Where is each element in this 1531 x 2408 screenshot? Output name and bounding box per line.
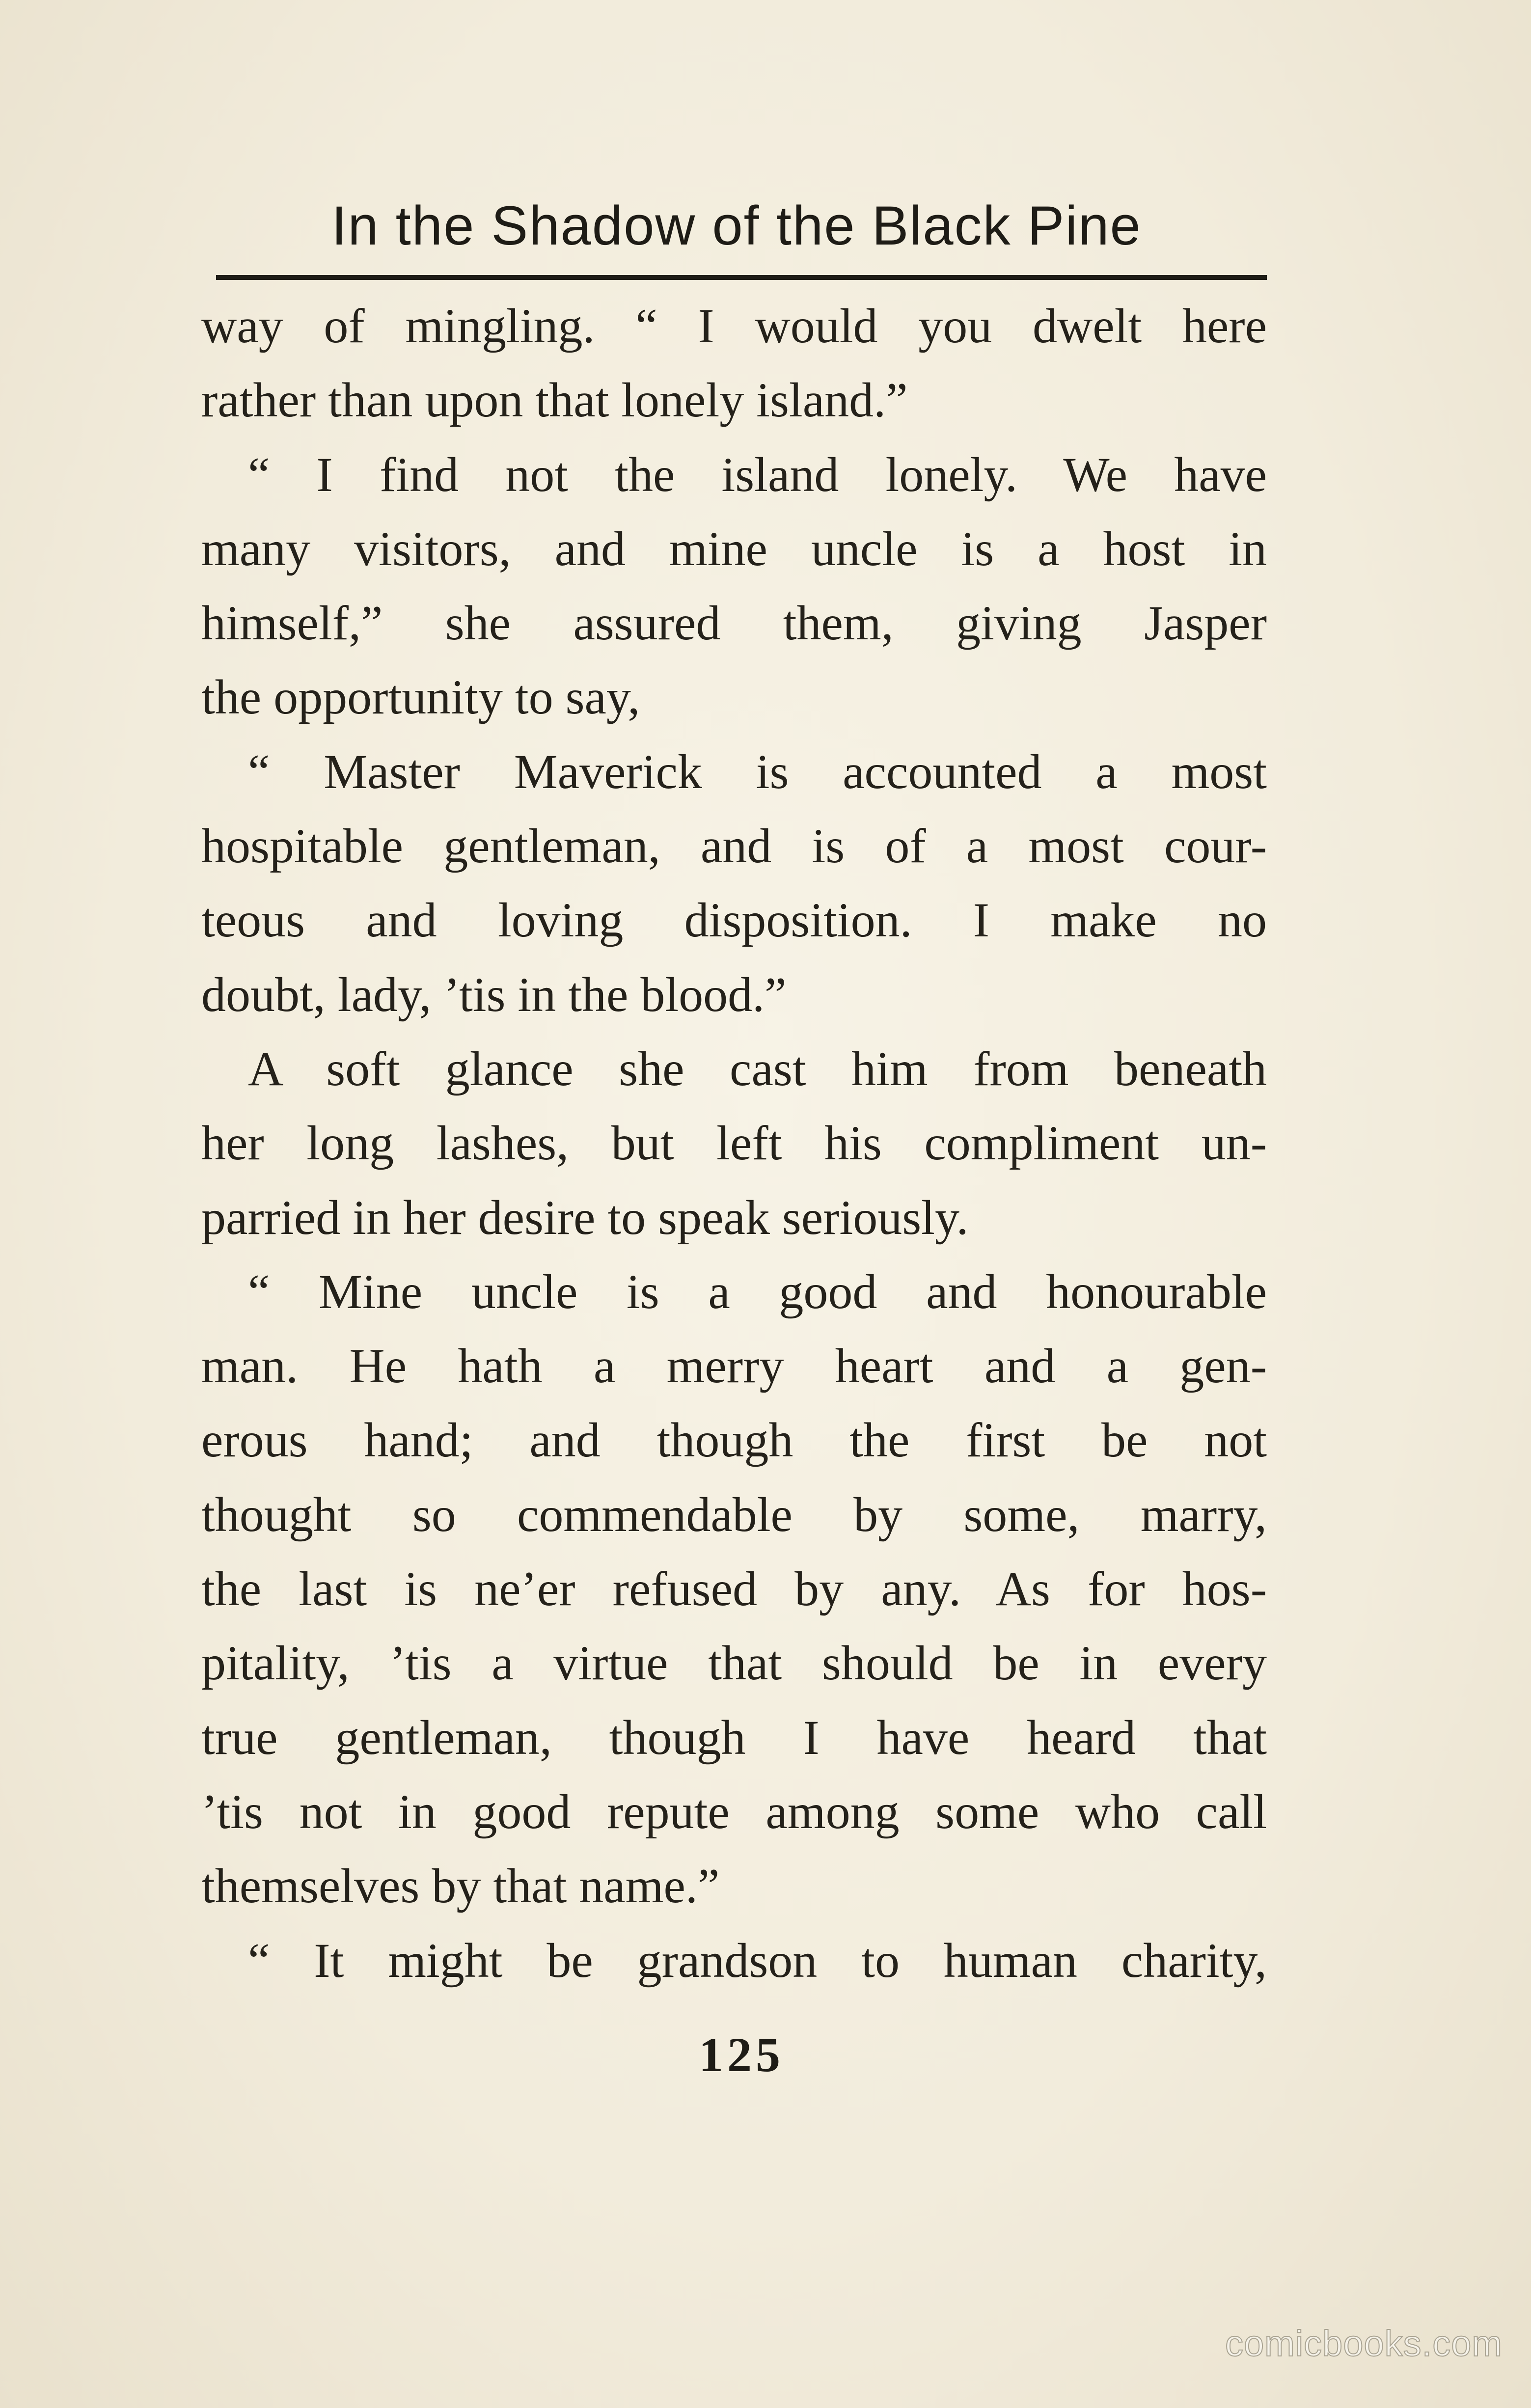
text-line: ’tis not in good repute among some who call [201, 1784, 1267, 1839]
text-line: themselves by that name.” [201, 1859, 720, 1914]
text-line: true gentleman, though I have heard that [201, 1710, 1267, 1765]
text-line: her long lashes, but left his compliment un- [201, 1116, 1267, 1171]
text-line: thought so commendable by some, marry, [201, 1487, 1267, 1542]
page-number: 125 [699, 2027, 784, 2082]
text-line: teous and loving disposition. I make no [201, 893, 1267, 948]
text-line: “ Mine uncle is a good and honourable [248, 1264, 1267, 1319]
text-line: the last is ne’er refused by any. As for hos- [201, 1561, 1267, 1616]
text-line: A soft glance she cast him from beneath [248, 1041, 1267, 1096]
text-line: himself,” she assured them, giving Jasper [201, 596, 1267, 651]
text-line: hospitable gentleman, and is of a most cour- [201, 819, 1267, 874]
text-line: pitality, ’tis a virtue that should be in every [201, 1636, 1267, 1691]
text-line: doubt, lady, ’tis in the blood.” [201, 967, 787, 1022]
text-line: “ Master Maverick is accounted a most [248, 744, 1267, 799]
text-line: erous hand; and though the first be not [201, 1413, 1267, 1468]
text-line: “ I find not the island lonely. We have [248, 447, 1267, 502]
text-line: parried in her desire to speak seriously. [201, 1190, 969, 1245]
running-head: In the Shadow of the Black Pine [331, 195, 1142, 256]
text-line: way of mingling. “ I would you dwelt here [201, 299, 1267, 353]
text-line: many visitors, and mine uncle is a host in [201, 521, 1267, 576]
text-line: rather than upon that lonely island.” [201, 373, 908, 428]
body-text [201, 289, 1267, 1998]
header-rule [216, 275, 1267, 280]
text-line: “ It might be grandson to human charity, [248, 1933, 1267, 1988]
text-line: the opportunity to say, [201, 670, 640, 725]
watermark: comicbooks.com [1225, 2323, 1503, 2364]
text-line: man. He hath a merry heart and a gen- [201, 1339, 1267, 1394]
